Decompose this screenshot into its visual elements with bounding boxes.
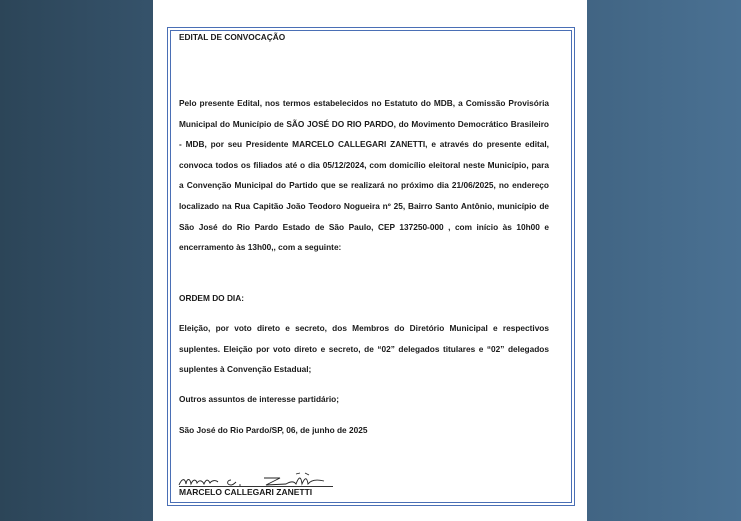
agenda-item-election: Eleição, por voto direto e secreto, dos Membros do Diretório Municipal e respectivos suplentes. Eleição por voto direto e secreto, de “02” delegados titulares e “02” delegados suplentes à Convenção Estadual;	[179, 323, 549, 375]
intro-paragraph: Pelo presente Edital, nos termos estabelecidos no Estatuto do MDB, a Comissão Provisória Municipal do Município de SÃO JOSÉ DO RIO PARDO, do Movimento Democrático Brasileiro - MDB, por seu Presidente MARCELO CALLEGARI ZANETTI, e através do presente edital, convoca todos os filiados até o dia 05/12/2024, com domicílio eleitoral neste Município, para a Convenção Municipal do Partido que se realizará no próximo dia 21/06/2025, no endereço localizado na Rua Capitão João Teodoro Nogueira nº 25, Bairro Santo Antônio, município de São José do Rio Pardo Estado de São Paulo, CEP 137250-000 , com início às 10h00 e encerramento às 13h00,, com a seguinte:	[179, 98, 549, 253]
document-title: EDITAL DE CONVOCAÇÃO	[179, 32, 286, 42]
agenda-heading: ORDEM DO DIA:	[179, 293, 244, 303]
agenda-item-other: Outros assuntos de interesse partidário;	[179, 394, 339, 404]
signer-name: MARCELO CALLEGARI ZANETTI	[179, 487, 313, 497]
place-date: São José do Rio Pardo/SP, 06, de junho de 2025	[179, 425, 368, 435]
